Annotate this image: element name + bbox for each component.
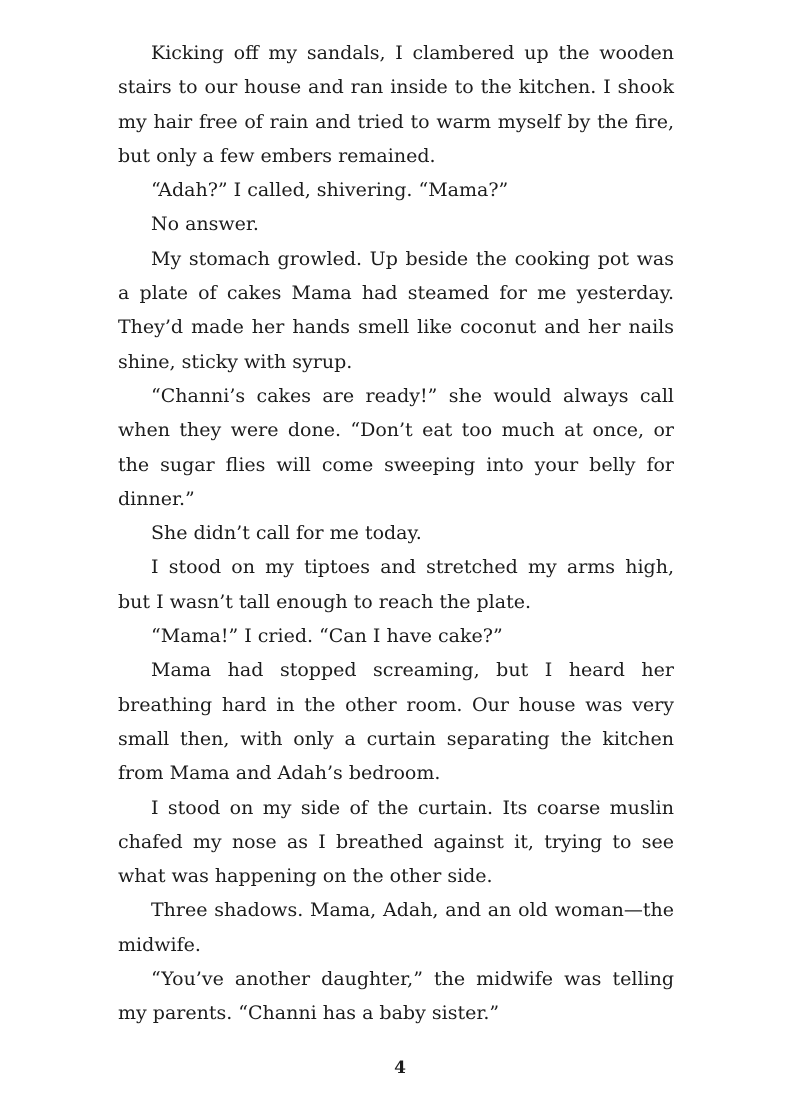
paragraph: “You’ve another daughter,” the midwife was telling my parents. “Channi has a baby sister.” <box>118 968 674 1025</box>
paragraph: “Channi’s cakes are ready!” she would always call when they were done. “Don’t eat too much at once, or the sugar flies will come sweeping into your belly for dinner.” <box>118 384 674 510</box>
paragraph: Mama had stopped screaming, but I heard her breathing hard in the other room. Our house was very small then, with only a curtain separating the kitchen from Mama and Adah’s bedroom. <box>118 659 674 785</box>
paragraph: Kicking off my sandals, I clambered up the wooden stairs to our house and ran inside to the kitchen. I shook my hair free of rain and tried to warm myself by the fire, but only a few embers remained. <box>118 42 674 167</box>
paragraph: She didn’t call for me today. <box>151 522 422 545</box>
paragraph: “Mama!” I cried. “Can I have cake?” <box>151 625 503 648</box>
page-body <box>118 36 674 1031</box>
paragraph: “Adah?” I called, shivering. “Mama?” <box>151 179 509 202</box>
paragraph: My stomach growled. Up beside the cooking pot was a plate of cakes Mama had steamed for me yesterday. They’d made her hands smell like coconut and her nails shine, sticky with syrup. <box>118 247 674 373</box>
paragraph: I stood on my tiptoes and stretched my arms high, but I wasn’t tall enough to reach the plate. <box>118 556 674 613</box>
paragraph: Three shadows. Mama, Adah, and an old woman—the midwife. <box>118 899 674 956</box>
page-number: 4 <box>394 1058 406 1078</box>
paragraph: No answer. <box>151 213 259 236</box>
paragraph: I stood on my side of the curtain. Its coarse muslin chafed my nose as I breathed against it, trying to see what was happening on the other side. <box>118 796 674 888</box>
